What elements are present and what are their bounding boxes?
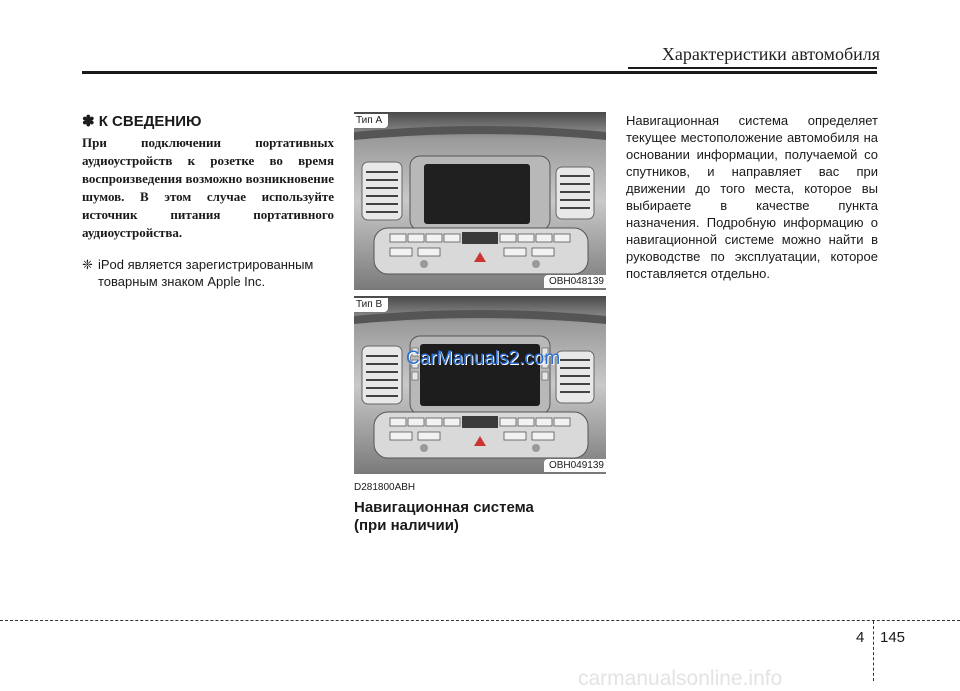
header-rule-accent [628, 67, 877, 69]
header-rule [82, 71, 877, 74]
dashboard-image-a [354, 112, 606, 290]
body-column [626, 112, 878, 282]
note-column [82, 112, 334, 290]
footer-divider [873, 621, 874, 681]
figure-type-a [354, 112, 606, 290]
figure-label: Тип A [354, 114, 388, 128]
chapter-number: 4 [856, 629, 865, 646]
note-heading: ✽ К СВЕДЕНИЮ [82, 113, 202, 130]
footnote [82, 256, 334, 290]
section-code: D281800ABH [354, 482, 416, 493]
note-body: При подключении портативных аудиоустройств к розетке во время воспроизведения возможно возникновение шумов. В этом случае используйте источник питания портативного аудиоустройства. [82, 135, 334, 240]
footer-rule [0, 620, 960, 621]
figure-label: Тип B [354, 298, 388, 312]
site-watermark: carmanualsonline.info [578, 667, 783, 690]
figure-column [354, 112, 606, 535]
figure-code: OBH048139 [544, 275, 606, 288]
header-title: Характеристики автомобиля [661, 44, 880, 64]
section-title [354, 499, 606, 535]
dashboard-image-b [354, 296, 606, 474]
footnote-mark: ❈ [82, 257, 93, 272]
section-title-line2: (при наличии) [354, 517, 459, 534]
page-number: 145 [880, 629, 906, 646]
body-text: Навигационная система определяет текущее местоположение автомобиля на основании информации, получаемой со спутников, и направляет вас при движении до того места, которое вы выбираете в качестве пункта назначения. Подробную информацию о навигационной системе можно найти в руководстве по эксплуатации, которое поставляется отдельно. [626, 113, 878, 281]
figure-code: OBH049139 [544, 459, 606, 472]
figure-type-b [354, 296, 606, 474]
section-title-line1: Навигационная система [354, 499, 534, 516]
watermark-text: CarManuals2.com [406, 348, 561, 369]
footnote-text: iPod является зарегистрированным товарным знаком Apple Inc. [98, 257, 314, 289]
